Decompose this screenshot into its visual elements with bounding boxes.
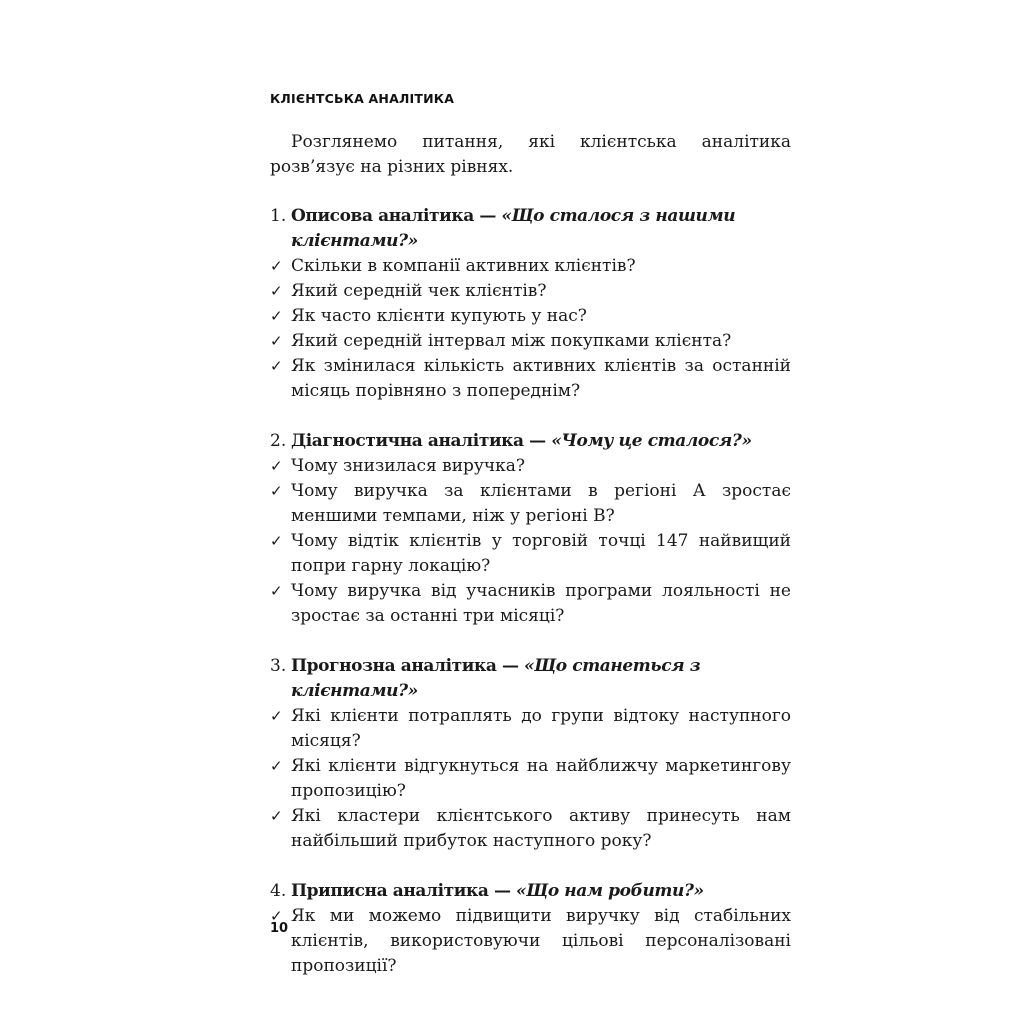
list-item [270,529,791,579]
list-item [270,754,791,804]
list-item [270,304,791,329]
question-list [270,454,791,629]
section-diagnostic [270,429,791,629]
running-head: КЛІЄНТСЬКА АНАЛІТИКА [270,91,455,106]
section-heading [270,654,791,704]
list-item [270,354,791,404]
checkmark-icon: ✓ [270,907,283,925]
question-list [270,904,791,979]
item-text: Який середній інтервал між покупками клієнта? [291,331,732,351]
list-item [270,254,791,279]
section-heading [270,429,791,454]
list-item [270,704,791,754]
item-text: Який середній чек клієнтів? [291,281,547,301]
checkmark-icon: ✓ [270,532,283,550]
checkmark-icon: ✓ [270,332,283,350]
section-heading [270,204,791,254]
list-item [270,279,791,304]
page-number: 10 [270,921,289,936]
list-item [270,479,791,529]
item-text: Чому знизилася виручка? [291,456,526,476]
checkmark-icon: ✓ [270,582,283,600]
item-text: Чому відтік клієнтів у торговій точці 147 найвищий попри гарну локацію? [291,531,791,576]
section-question: «Чому це сталося?» [551,431,752,451]
checkmark-icon: ✓ [270,707,283,725]
item-text: Які кластери клієнтського активу принесуть нам найбільший прибуток наступного року? [291,806,791,851]
section-title: Приписна аналітика — [291,881,511,901]
checkmark-icon: ✓ [270,757,283,775]
section-number: 4. [270,881,287,901]
list-item [270,904,791,979]
section-question: «Що сталося з нашими клієнтами?» [291,206,736,251]
question-list [270,704,791,854]
checkmark-icon: ✓ [270,457,283,475]
item-text: Як змінилася кількість активних клієнтів за останній місяць порівняно з попереднім? [291,356,791,401]
checkmark-icon: ✓ [270,257,283,275]
section-question: «Що нам робити?» [516,881,704,901]
section-title: Прогнозна аналітика — [291,656,519,676]
checkmark-icon: ✓ [270,807,283,825]
section-heading [270,879,791,904]
list-item [270,579,791,629]
item-text: Які клієнти відгукнуться на найближчу маркетингову пропозицію? [291,756,791,801]
item-text: Скільки в компанії активних клієнтів? [291,256,636,276]
checkmark-icon: ✓ [270,357,283,375]
section-number: 2. [270,431,287,451]
list-item [270,454,791,479]
item-text: Як ми можемо підвищити виручку від стабільних клієнтів, використовуючи цільові персоналізовані пропозиції? [291,906,791,976]
section-number: 3. [270,656,287,676]
section-question: «Що станеться з клієнтами?» [291,656,701,701]
checkmark-icon: ✓ [270,482,283,500]
item-text: Які клієнти потраплять до групи відтоку наступного місяця? [291,706,791,751]
list-item [270,804,791,854]
list-item [270,329,791,354]
checkmark-icon: ✓ [270,282,283,300]
section-predictive [270,654,791,854]
intro-paragraph: Розглянемо питання, які клієнтська аналітика розв’язує на різних рівнях. [270,132,791,177]
item-text: Чому виручка від учасників програми лояльності не зростає за останні три місяці? [291,581,791,626]
section-number: 1. [270,206,287,226]
section-descriptive [270,204,791,404]
page-content [270,130,791,1004]
item-text: Чому виручка за клієнтами в регіоні А зростає меншими темпами, ніж у регіоні В? [291,481,791,526]
section-prescriptive [270,879,791,979]
item-text: Як часто клієнти купують у нас? [291,306,587,326]
section-title: Діагностична аналітика — [291,431,546,451]
section-title: Описова аналітика — [291,206,496,226]
checkmark-icon: ✓ [270,307,283,325]
question-list [270,254,791,404]
